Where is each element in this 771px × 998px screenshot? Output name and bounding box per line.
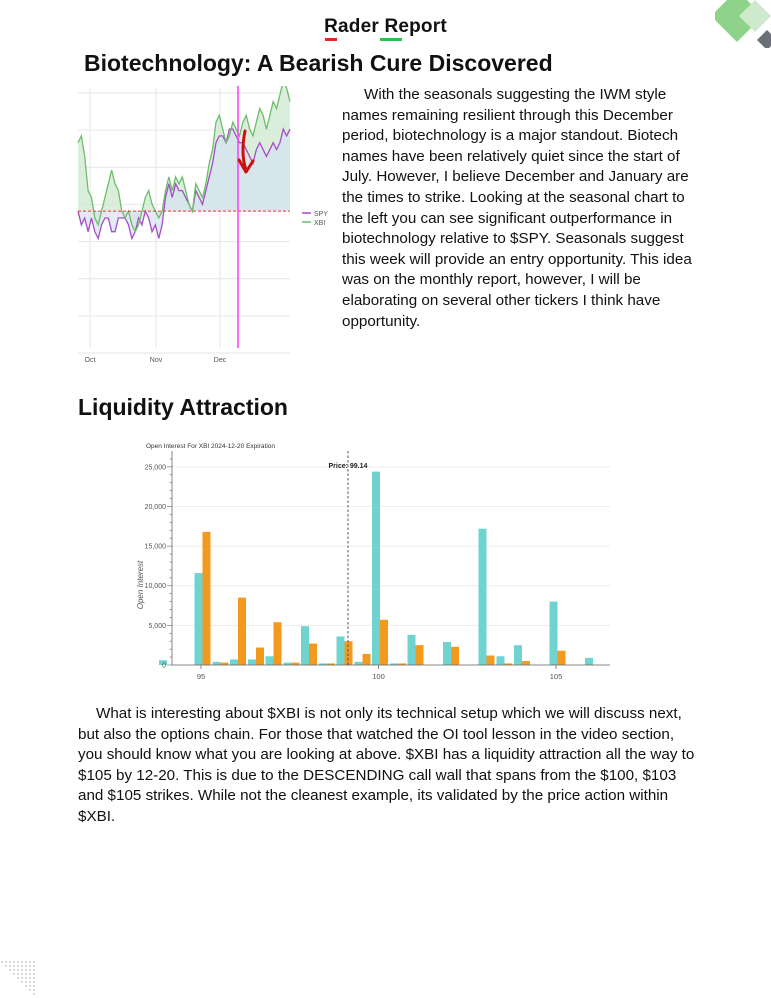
dot bbox=[1, 961, 2, 962]
section-title-biotech: Biotechnology: A Bearish Cure Discovered bbox=[84, 50, 553, 76]
legend-label-xbi: XBI bbox=[314, 220, 326, 227]
dot bbox=[5, 961, 6, 962]
x-tick-label: Dec bbox=[213, 357, 227, 364]
section2-paragraph: What is interesting about $XBI is not only its technical setup which we will discuss next, but also the options chain. For those that watched the OI tool lesson in the video section, you should know what you are looking at above. $XBI has a liquidity attraction all the way to $105 by 12-20. This is due to the DESCENDING call wall that spans from the $100, $103 and $105 strikes. While not the cleanest example, its validated by the price action within $XBI. bbox=[78, 705, 695, 825]
dot bbox=[33, 985, 34, 986]
dot bbox=[9, 965, 10, 966]
put-bar bbox=[309, 644, 317, 665]
call-bar-half bbox=[355, 662, 363, 665]
price-label: Price: 99.14 bbox=[328, 463, 368, 470]
put-bar bbox=[416, 645, 424, 665]
x-tick-label: Oct bbox=[84, 357, 96, 364]
x-tick-label: 105 bbox=[549, 672, 563, 681]
brand-underline-red bbox=[325, 38, 337, 41]
call-bar bbox=[585, 658, 593, 665]
dot bbox=[21, 961, 22, 962]
call-bar-half bbox=[497, 656, 505, 665]
dot bbox=[33, 981, 34, 982]
open-interest-chart bbox=[128, 437, 618, 687]
y-tick-label: 20,000 bbox=[144, 503, 166, 511]
dot bbox=[17, 961, 18, 962]
dot bbox=[17, 977, 18, 978]
dot bbox=[21, 969, 22, 970]
call-bar bbox=[230, 659, 238, 665]
dot-pattern-decoration bbox=[0, 960, 40, 998]
dot bbox=[29, 961, 30, 962]
corner-decoration-icon bbox=[715, 0, 771, 48]
put-bar bbox=[451, 647, 459, 665]
dot bbox=[13, 965, 14, 966]
dot bbox=[21, 977, 22, 978]
put-bar-half bbox=[256, 648, 264, 665]
put-bar-half bbox=[363, 654, 371, 665]
dot bbox=[33, 965, 34, 966]
dot bbox=[29, 969, 30, 970]
y-axis-label: Open Interest bbox=[136, 560, 145, 610]
dot bbox=[25, 969, 26, 970]
dot bbox=[25, 965, 26, 966]
report-brand bbox=[0, 16, 771, 38]
legend-label-spy: SPY bbox=[314, 211, 329, 218]
dot bbox=[25, 973, 26, 974]
dot bbox=[33, 993, 34, 994]
call-bar-half bbox=[248, 659, 256, 665]
y-tick-label: 15,000 bbox=[144, 543, 166, 551]
x-tick-label: 95 bbox=[196, 672, 206, 681]
dot bbox=[25, 985, 26, 986]
brand-text: Rader Report bbox=[324, 16, 447, 37]
dot bbox=[17, 969, 18, 970]
seasonal-chart bbox=[70, 86, 332, 376]
x-tick-label: 100 bbox=[372, 672, 385, 681]
put-bar bbox=[345, 641, 353, 665]
dot bbox=[25, 961, 26, 962]
dot bbox=[25, 981, 26, 982]
put-bar bbox=[487, 655, 495, 665]
dot bbox=[9, 961, 10, 962]
dot bbox=[17, 973, 18, 974]
dot bbox=[21, 981, 22, 982]
dot bbox=[29, 981, 30, 982]
put-bar bbox=[522, 661, 530, 665]
dot bbox=[29, 977, 30, 978]
call-bar bbox=[195, 573, 203, 665]
dot bbox=[9, 969, 10, 970]
dot bbox=[29, 965, 30, 966]
call-bar bbox=[514, 645, 522, 665]
brand-underline-green bbox=[380, 38, 402, 41]
dot bbox=[25, 977, 26, 978]
y-tick-label: 5,000 bbox=[148, 622, 166, 630]
dot bbox=[21, 965, 22, 966]
y-tick-label: 10,000 bbox=[144, 583, 166, 591]
dot bbox=[13, 961, 14, 962]
call-bar bbox=[301, 626, 309, 665]
put-bar bbox=[558, 651, 566, 665]
dot bbox=[33, 977, 34, 978]
dot bbox=[17, 965, 18, 966]
dot bbox=[29, 973, 30, 974]
call-bar-half bbox=[213, 662, 221, 665]
dot bbox=[13, 969, 14, 970]
dot bbox=[21, 973, 22, 974]
call-bar bbox=[443, 642, 451, 665]
call-bar bbox=[266, 656, 274, 665]
section-title-liquidity: Liquidity Attraction bbox=[78, 394, 288, 420]
call-bar bbox=[479, 529, 487, 665]
chart-title: Open Interest For XBI 2024-12-20 Expiration bbox=[146, 443, 275, 450]
put-bar bbox=[238, 598, 246, 665]
dot bbox=[29, 989, 30, 990]
put-bar bbox=[203, 532, 211, 665]
dot bbox=[5, 965, 6, 966]
put-bar bbox=[274, 622, 282, 665]
call-bar bbox=[372, 472, 380, 665]
dot bbox=[29, 985, 30, 986]
section1-paragraph: With the seasonals suggesting the IWM style names remaining resilient through this December period, biotechnology is a major standout. Biotech names have been relatively quiet since the start of July. However, I believe December and January are the times to strike. Looking at the seasonal chart to the left you can see significant outperformance in biotechnology relative to $SPY. Seasonals suggest this week will provide an entry opportunity. This idea was on the monthly report, however, I will be elaborating on several other tickers I think have opportunity. bbox=[342, 86, 692, 330]
y-tick-label: 0 bbox=[162, 662, 166, 670]
dot bbox=[13, 973, 14, 974]
x-tick-label: Nov bbox=[149, 357, 163, 364]
dot bbox=[33, 973, 34, 974]
call-bar bbox=[408, 635, 416, 665]
put-bar bbox=[380, 620, 388, 665]
call-bar bbox=[337, 636, 345, 665]
call-bar bbox=[550, 602, 558, 665]
y-tick-label: 25,000 bbox=[144, 464, 166, 472]
dot bbox=[33, 961, 34, 962]
dot bbox=[33, 969, 34, 970]
dot bbox=[33, 989, 34, 990]
